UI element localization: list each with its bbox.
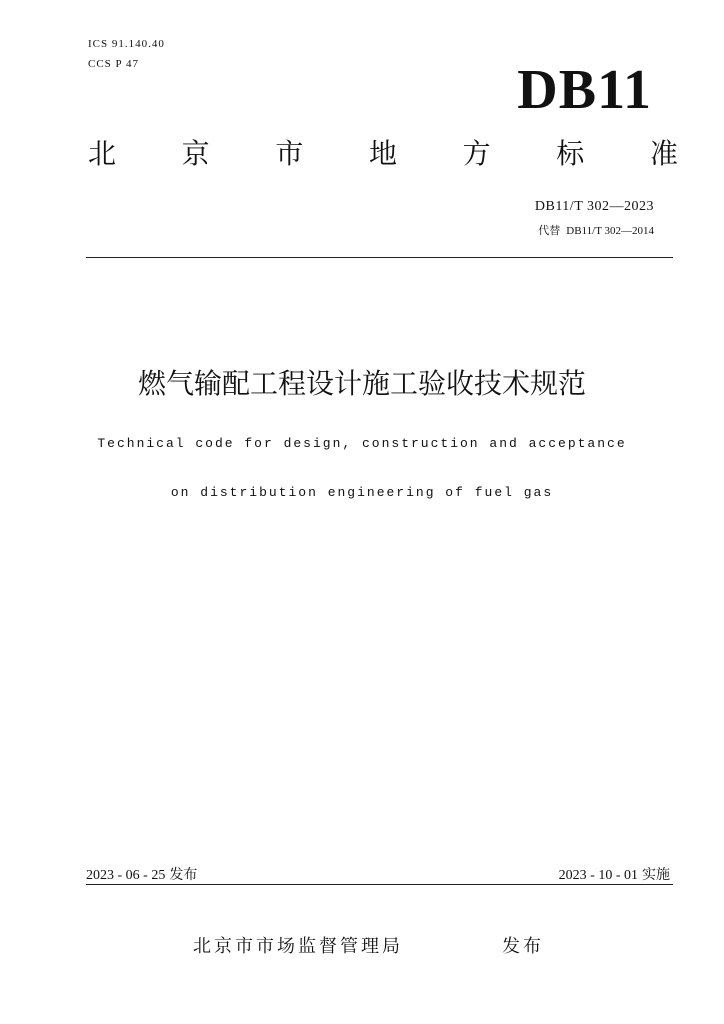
replaces-line (538, 222, 654, 238)
issuing-authority: 北京市市场监督管理局 (193, 936, 403, 957)
standard-type-char: 北 (88, 137, 117, 170)
issue-label: 发布 (502, 936, 544, 957)
document-title-zh: 燃气输配工程设计施工验收技术规范 (137, 367, 586, 400)
standard-type-char: 地 (368, 137, 397, 170)
publish-label: 发布 (169, 867, 198, 883)
publish-date-value: 2023 - 06 - 25 (86, 868, 166, 883)
ccs-code: CCS P 47 (88, 58, 140, 70)
implement-date (559, 864, 670, 884)
implement-date-value: 2023 - 10 - 01 (558, 868, 638, 883)
publish-date (86, 864, 197, 884)
standard-type-char: 京 (181, 137, 210, 170)
replaces-code: DB11/T 302—2014 (566, 225, 654, 237)
document-title-en-line-2: on distribution engineering of fuel gas (170, 485, 554, 500)
implement-label: 实施 (642, 867, 670, 883)
standard-type-char: 市 (275, 137, 304, 170)
standard-type-char: 方 (462, 137, 491, 170)
standard-number: DB11/T 302—2023 (534, 199, 654, 214)
db11-logo: DB11 (517, 59, 652, 121)
document-title-en-line-1: Technical code for design, construction and acceptance (97, 436, 627, 451)
standard-type-char: 标 (556, 137, 585, 170)
ics-code: ICS 91.140.40 (88, 38, 165, 50)
header-divider (86, 257, 673, 258)
replaces-label: 代替 (538, 224, 561, 237)
footer-divider (86, 884, 673, 885)
standard-type-heading (88, 137, 678, 170)
standard-type-char: 准 (649, 137, 678, 170)
